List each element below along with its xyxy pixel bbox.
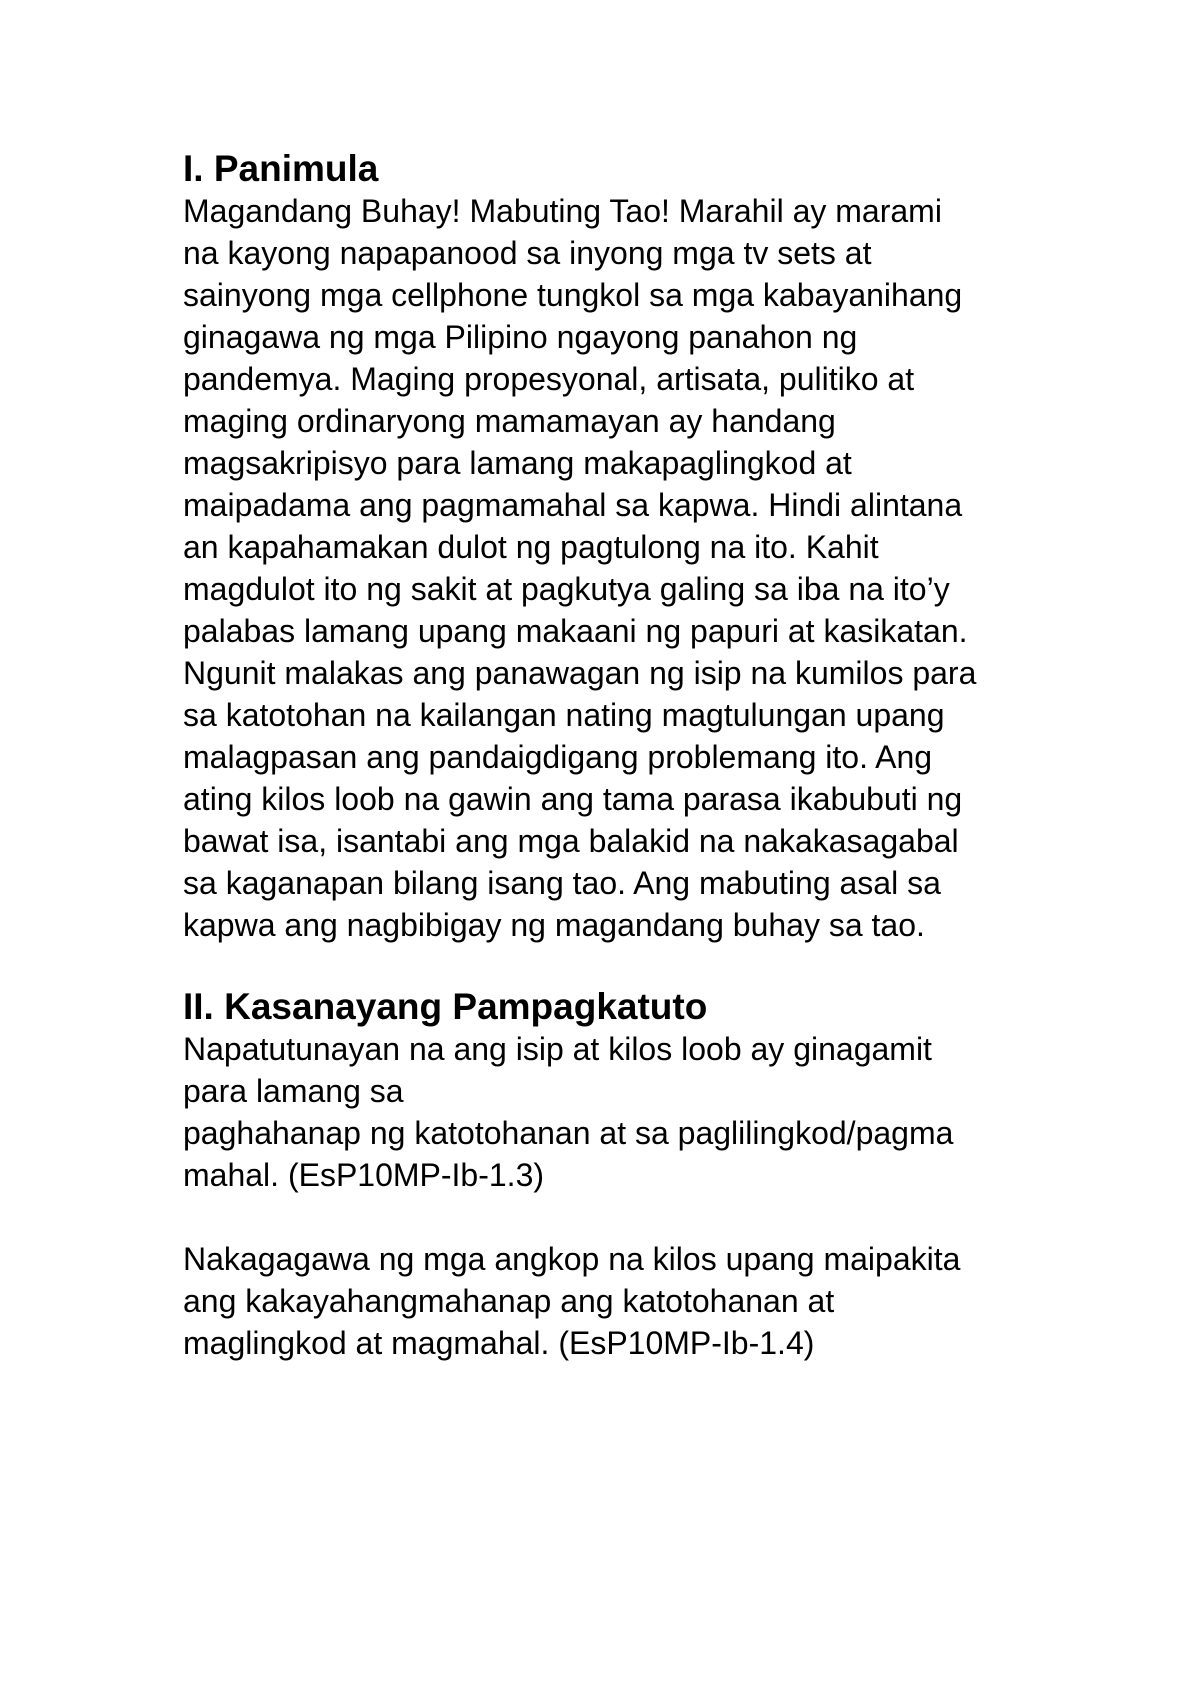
text-line: ang kakayahangmahanap ang katotohanan at [183, 1283, 835, 1319]
section-heading: II. Kasanayang Pampagkatuto [183, 986, 708, 1027]
text-line: an kapahamakan dulot ng pagtulong na ito. Kahit [183, 529, 879, 565]
text-line: na kayong napapanood sa inyong mga tv sets at [183, 235, 872, 271]
text-line: bawat isa, isantabi ang mga balakid na nakakasagabal [183, 823, 959, 859]
text-line: ginagawa ng mga Pilipino ngayong panahon ng [183, 319, 858, 355]
text-line: sainyong mga cellphone tungkol sa mga kabayanihang [183, 277, 963, 313]
text-line: malagpasan ang pandaigdigang problemang ito. Ang [183, 739, 933, 775]
text-line: magsakripisyo para lamang makapaglingkod at [183, 445, 852, 481]
paragraph [183, 190, 1053, 946]
text-line: sa katotohan na kailangan nating magtulungan upang [183, 697, 945, 733]
text-line: Napatutunayan na ang isip at kilos loob ay ginagamit [183, 1031, 932, 1067]
text-line: mahal. (EsP10MP-Ib-1.3) [183, 1157, 545, 1193]
text-line: maging ordinaryong mamamayan ay handang [183, 403, 836, 439]
text-line: sa kaganapan bilang isang tao. Ang mabuting asal sa [183, 865, 941, 901]
section-2 [183, 986, 1053, 1364]
section-spacer [183, 946, 1053, 986]
text-line: ating kilos loob na gawin ang tama parasa ikabubuti ng [183, 781, 963, 817]
text-line: Nakagagawa ng mga angkop na kilos upang maipakita [183, 1241, 961, 1277]
paragraph [183, 1028, 1053, 1196]
text-line: Ngunit malakas ang panawagan ng isip na kumilos para [183, 655, 977, 691]
text-line: Magandang Buhay! Mabuting Tao! Marahil ay marami [183, 193, 942, 229]
text-line: kapwa ang nagbibigay ng magandang buhay sa tao. [183, 907, 925, 943]
text-line: pandemya. Maging propesyonal, artisata, pulitiko at [183, 361, 915, 397]
text-line: magdulot ito ng sakit at pagkutya galing sa iba na ito’y [183, 571, 950, 607]
text-line: paghahanap ng katotohanan at sa paglilingkod/pagma [183, 1115, 954, 1151]
section-1 [183, 148, 1053, 946]
text-line: maipadama ang pagmamahal sa kapwa. Hindi alintana [183, 487, 963, 523]
document-body [183, 148, 1053, 1364]
section-heading: I. Panimula [183, 148, 379, 189]
paragraph [183, 1238, 1053, 1364]
paragraph-spacer [183, 1196, 1053, 1238]
text-line: maglingkod at magmahal. (EsP10MP-Ib-1.4) [183, 1325, 815, 1361]
text-line: para lamang sa [183, 1073, 404, 1109]
text-line: palabas lamang upang makaani ng papuri at kasikatan. [183, 613, 968, 649]
